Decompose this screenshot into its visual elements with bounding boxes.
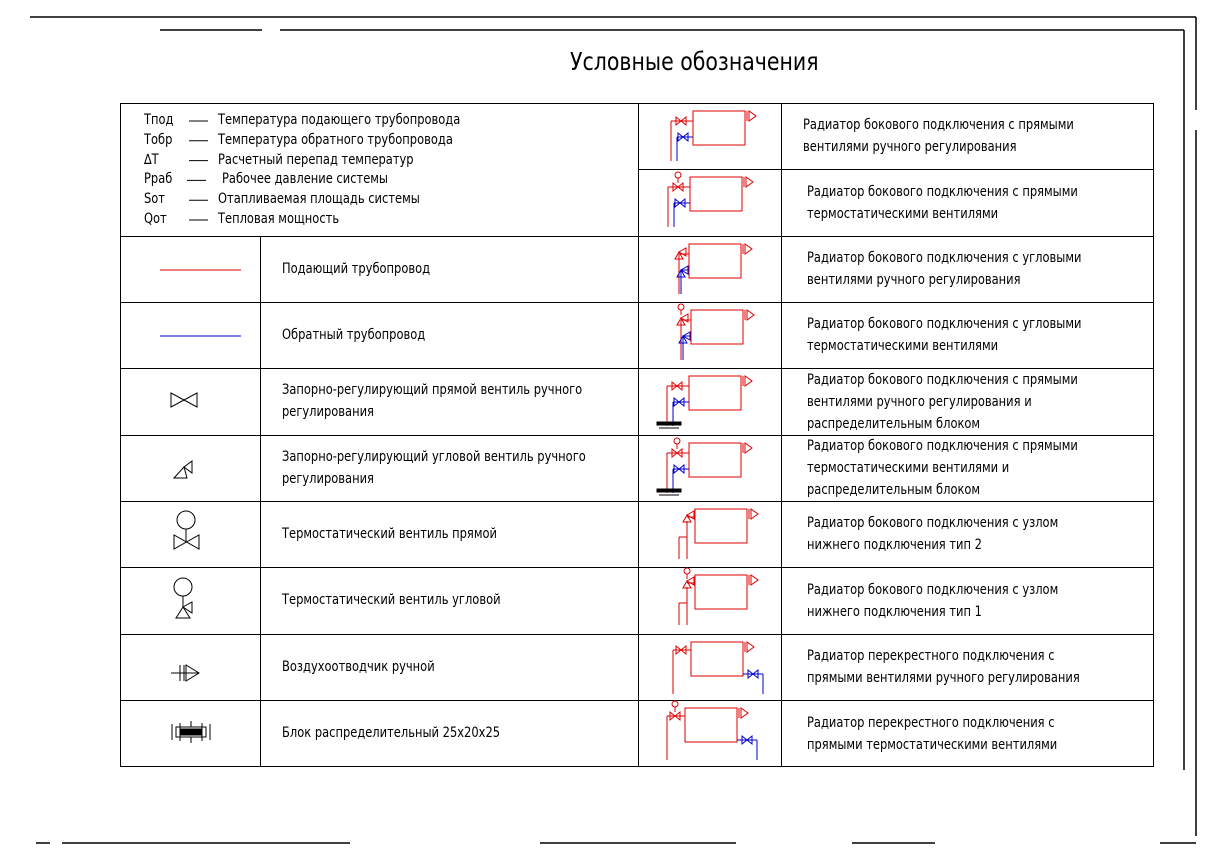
radiator-description: термостатическими вентилями [807,338,999,354]
radiator-description: вентилями ручного регулирования [807,272,1021,288]
radiator-description: Радиатор бокового подключения с прямыми [803,117,1074,133]
abbreviation-description: Температура обратного трубопровода [218,131,453,148]
abbreviation-description: Отапливаемая площадь системы [218,191,420,208]
radiator-description: Радиатор бокового подключения с прямыми [807,183,1078,200]
radiator-description: нижнего подключения тип 1 [807,603,982,620]
radiator-description: распределительным блоком [807,482,981,498]
abbreviation-symbol: Qот [144,211,167,227]
page-title: Условные обозначения [570,47,819,76]
radiator-description: вентилями ручного регулирования и [807,393,1032,410]
radiator-description: нижнего подключения тип 2 [807,537,982,553]
radiator-schematic-cross-thermo [667,701,757,760]
legend-item-label: Подающий трубопровод [282,261,431,277]
radiator-schematic-side-manual-block [657,376,752,428]
abbreviation-symbol: ∆T [144,151,159,168]
legend-item-label: Запорно-регулирующий угловой вентиль ручного [282,449,586,465]
abbreviation-symbol: Tпод [144,112,174,128]
radiator-description: Радиатор бокового подключения с прямыми [807,371,1078,388]
legend-item-label: Блок распределительный 25x20x25 [282,725,501,741]
radiator-description: Радиатор бокового подключения с узлом [807,515,1059,531]
abbreviation-description: Расчетный перепад температур [218,151,414,168]
radiator-schematic-side-manual-straight [671,111,756,161]
radiator-description: вентилями ручного регулирования [803,139,1017,155]
legend-item-label: регулирования [282,404,374,420]
radiator-description: Радиатор бокового подключения с угловыми [807,316,1082,332]
radiator-description: Радиатор бокового подключения с угловыми [807,250,1082,266]
radiator-description: Радиатор бокового подключения с прямыми [807,438,1078,454]
legend-item-label: регулирования [282,471,374,487]
abbreviation-symbol: Tобр [144,131,173,148]
legend-item-label: Термостатический вентиль угловой [282,592,501,608]
radiator-schematic-bottom-type-1 [679,568,758,625]
abbreviation-description: Тепловая мощность [218,211,340,227]
radiator-schematic-side-thermo-angle [677,304,754,360]
abbreviation-description: Температура подающего трубопровода [218,112,461,128]
radiator-description: прямыми термостатическими вентилями [807,736,1058,753]
radiator-description: термостатическими вентилями [807,205,999,222]
abbreviation-description: Рабочее давление системы [222,171,388,188]
radiator-schematic-side-thermo-block [657,438,752,495]
radiator-schematic-side-thermo-straight [668,172,753,227]
radiator-description: распределительным блоком [807,415,981,432]
abbreviation-symbol: Pраб [144,171,173,188]
legend-item-label: Запорно-регулирующий прямой вентиль ручного [282,382,583,398]
legend-item-label: Обратный трубопровод [282,327,426,343]
radiator-description: Радиатор перекрестного подключения с [807,714,1055,731]
radiator-description: Радиатор бокового подключения с узлом [807,581,1059,598]
radiator-description: Радиатор перекрестного подключения с [807,648,1055,664]
radiator-description: термостатическими вентилями и [807,460,1010,476]
radiator-schematic-side-manual-angle [675,244,752,294]
legend-item-label: Воздухоотводчик ручной [282,659,435,675]
abbreviation-symbol: Sот [144,191,165,208]
radiator-description: прямыми вентилями ручного регулирования [807,670,1080,686]
radiator-schematic-cross-manual [673,642,763,694]
legend-item-label: Термостатический вентиль прямой [282,526,497,542]
radiator-schematic-bottom-type-2 [679,509,758,559]
